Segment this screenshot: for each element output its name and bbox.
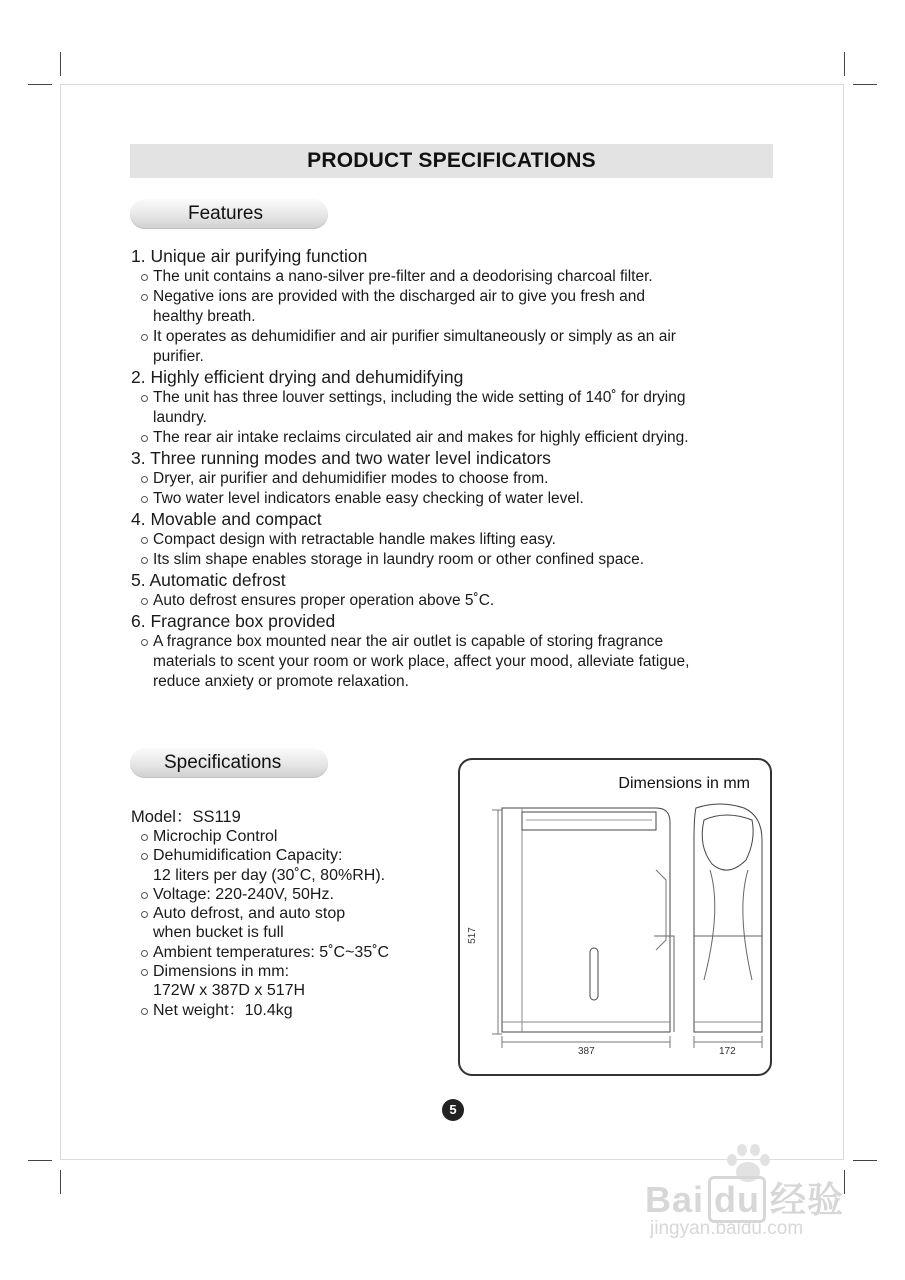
feature-bullet: Auto defrost ensures proper operation above 5˚C. (131, 591, 781, 611)
feature-bullet: Compact design with retractable handle makes lifting easy. (131, 530, 781, 550)
features-list (131, 246, 781, 692)
model-number: Model：SS119 (131, 808, 241, 826)
dimensions-label: Dimensions in mm (618, 775, 750, 792)
watermark-url: jingyan.baidu.com (650, 1218, 804, 1239)
features-heading-label: Features (188, 203, 263, 224)
watermark-brand-bai: Bai (645, 1179, 705, 1220)
feature-bullet: It operates as dehumidifier and air purifier simultaneously or simply as an air (131, 327, 781, 347)
side-view-body (502, 808, 670, 1032)
feature-bullet: Two water level indicators enable easy checking of water level. (131, 489, 781, 509)
watermark-brand (645, 1172, 844, 1223)
depth-dimension-label: 387 (578, 1046, 595, 1057)
feature-title: 4. Movable and compact (131, 509, 322, 529)
feature-bullet: A fragrance box mounted near the air outlet is capable of storing fragrance (131, 632, 781, 652)
spec-bullet: Net weight：10.4kg (131, 1001, 451, 1020)
spec-bullet-continued: 172W x 387D x 517H (153, 982, 306, 1000)
dimensions-figure (458, 758, 772, 1076)
spec-bullet-continued: 12 liters per day (30˚C, 80%RH). (153, 866, 386, 884)
dehumidifier-drawing (460, 760, 770, 1074)
crop-mark (28, 1160, 52, 1161)
crop-mark (844, 1170, 845, 1194)
crop-mark (28, 84, 52, 85)
specifications-heading (130, 748, 328, 778)
feature-bullet: The rear air intake reclaims circulated air and makes for highly efficient drying. (131, 428, 781, 448)
crop-mark (60, 1170, 61, 1194)
front-view-face (702, 815, 753, 870)
feature-title: 3. Three running modes and two water level indicators (131, 448, 551, 468)
features-heading (130, 199, 328, 229)
feature-bullet-continued: laundry. (153, 409, 207, 426)
height-dimension-label: 517 (466, 927, 478, 944)
spec-bullet: Microchip Control (131, 827, 451, 846)
feature-bullet-continued: purifier. (153, 348, 204, 365)
feature-bullet: Negative ions are provided with the discharged air to give you fresh and (131, 287, 781, 307)
spec-bullet: Auto defrost, and auto stop (131, 904, 451, 923)
feature-bullet-continued: materials to scent your room or work place, affect your mood, alleviate fatigue, (153, 653, 690, 670)
feature-title: 6. Fragrance box provided (131, 611, 336, 631)
feature-bullet: Its slim shape enables storage in laundry room or other confined space. (131, 550, 781, 570)
feature-bullet: Dryer, air purifier and dehumidifier modes to choose from. (131, 469, 781, 489)
width-dimension-label: 172 (719, 1046, 736, 1057)
specifications-list (131, 807, 451, 1020)
side-view-window (590, 948, 598, 1000)
feature-title: 2. Highly efficient drying and dehumidifying (131, 367, 464, 387)
crop-mark (853, 1160, 877, 1161)
specifications-heading-label: Specifications (164, 752, 282, 773)
crop-mark (853, 84, 877, 85)
watermark-brand-du: du (708, 1176, 766, 1223)
feature-title: 5. Automatic defrost (131, 570, 286, 590)
front-view-body (694, 804, 762, 1032)
spec-bullet: Voltage: 220-240V, 50Hz. (131, 885, 451, 904)
side-view-top-vent (522, 812, 656, 830)
feature-bullet: The unit has three louver settings, including the wide setting of 140˚ for drying (131, 388, 781, 408)
feature-title: 1. Unique air purifying function (131, 246, 368, 266)
page-number: 5 (442, 1099, 464, 1121)
spec-bullet: Dehumidification Capacity: (131, 846, 451, 865)
feature-bullet-continued: reduce anxiety or promote relaxation. (153, 673, 409, 690)
watermark-brand-cn: 经验 (770, 1179, 845, 1220)
page-title: PRODUCT SPECIFICATIONS (130, 144, 773, 178)
feature-bullet-continued: healthy breath. (153, 308, 256, 325)
feature-bullet: The unit contains a nano-silver pre-filter and a deodorising charcoal filter. (131, 267, 781, 287)
crop-mark (60, 52, 61, 76)
spec-bullet: Dimensions in mm: (131, 962, 451, 981)
crop-mark (844, 52, 845, 76)
spec-bullet-continued: when bucket is full (153, 924, 284, 942)
spec-bullet: Ambient temperatures: 5˚C~35˚C (131, 943, 451, 962)
